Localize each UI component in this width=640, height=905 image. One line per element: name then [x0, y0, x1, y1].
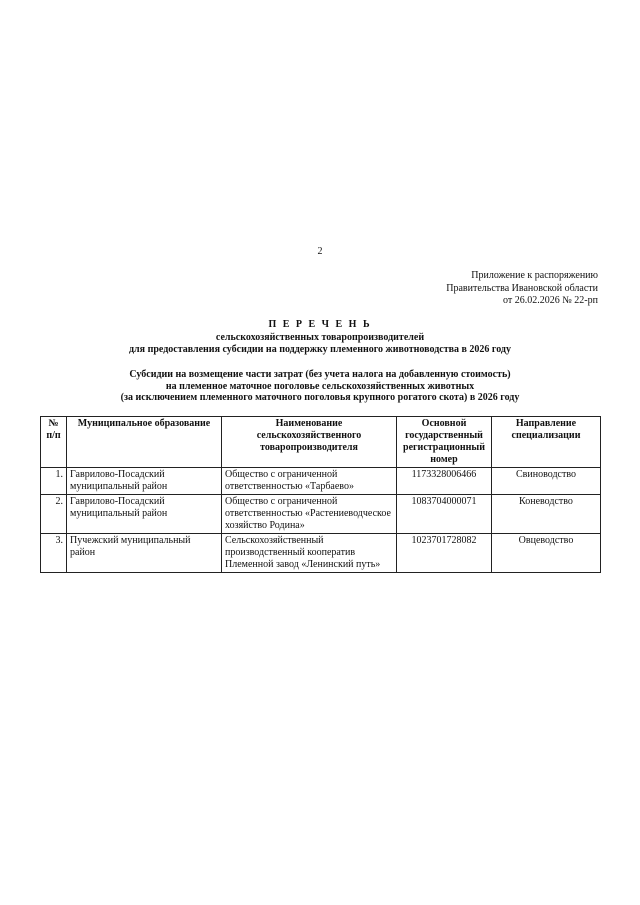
- header-specialization: Направление специализации: [492, 417, 601, 468]
- header-ogrn: Основной государственный регистрационный номер: [397, 417, 492, 468]
- appendix-line-3: от 26.02.2026 № 22-рп: [503, 295, 598, 306]
- table-row: [41, 495, 601, 534]
- document-title: [0, 319, 640, 356]
- cell-ogrn: 1023701728082: [397, 534, 492, 573]
- producers-table: [40, 416, 601, 573]
- cell-municipality: Гаврилово-Посадский муниципальный район: [67, 468, 222, 495]
- title-line-1: сельскохозяйственных товаропроизводителей: [215, 332, 425, 343]
- cell-num: 1.: [41, 468, 67, 495]
- cell-municipality: Гаврилово-Посадский муниципальный район: [67, 495, 222, 534]
- title-heading: П Е Р Е Ч Е Н Ь: [268, 319, 372, 330]
- page-number: 2: [317, 246, 323, 257]
- cell-num: 2.: [41, 495, 67, 534]
- appendix-line-2: Правительства Ивановской области: [446, 282, 598, 294]
- subtitle-line-2: на племенное маточное поголовье сельскохозяйственных животных: [165, 380, 475, 392]
- cell-specialization: Овцеводство: [492, 534, 601, 573]
- table-row: [41, 468, 601, 495]
- table-header-row: [41, 417, 601, 468]
- appendix-line-1: Приложение к распоряжению: [471, 270, 598, 281]
- subtitle-line-1: Субсидии на возмещение части затрат (без учета налога на добавленную стоимость): [129, 369, 511, 380]
- appendix-reference: [338, 270, 598, 308]
- cell-producer: Сельскохозяйственный производственный кооператив Племенной завод «Ленинский путь»: [222, 534, 397, 573]
- title-line-2: для предоставления субсидии на поддержку племенного животноводства в 2026 году: [128, 344, 511, 355]
- cell-ogrn: 1083704000071: [397, 495, 492, 534]
- header-producer: Наименование сельскохозяйственного товаропроизводителя: [222, 417, 397, 468]
- table-row: [41, 534, 601, 573]
- header-municipality: Муниципальное образование: [67, 417, 222, 468]
- cell-producer: Общество с ограниченной ответственностью «Тарбаево»: [222, 468, 397, 495]
- cell-num: 3.: [41, 534, 67, 573]
- header-num: № п/п: [41, 417, 67, 468]
- document-subtitle: [0, 369, 640, 404]
- cell-municipality: Пучежский муниципальный район: [67, 534, 222, 573]
- cell-specialization: Свиноводство: [492, 468, 601, 495]
- cell-specialization: Коневодство: [492, 495, 601, 534]
- cell-ogrn: 1173328006466: [397, 468, 492, 495]
- subtitle-line-3: (за исключением племенного маточного поголовья крупного рогатого скота) в 2026 году: [120, 392, 520, 403]
- cell-producer: Общество с ограниченной ответственностью «Растениеводческое хозяйство Родина»: [222, 495, 397, 534]
